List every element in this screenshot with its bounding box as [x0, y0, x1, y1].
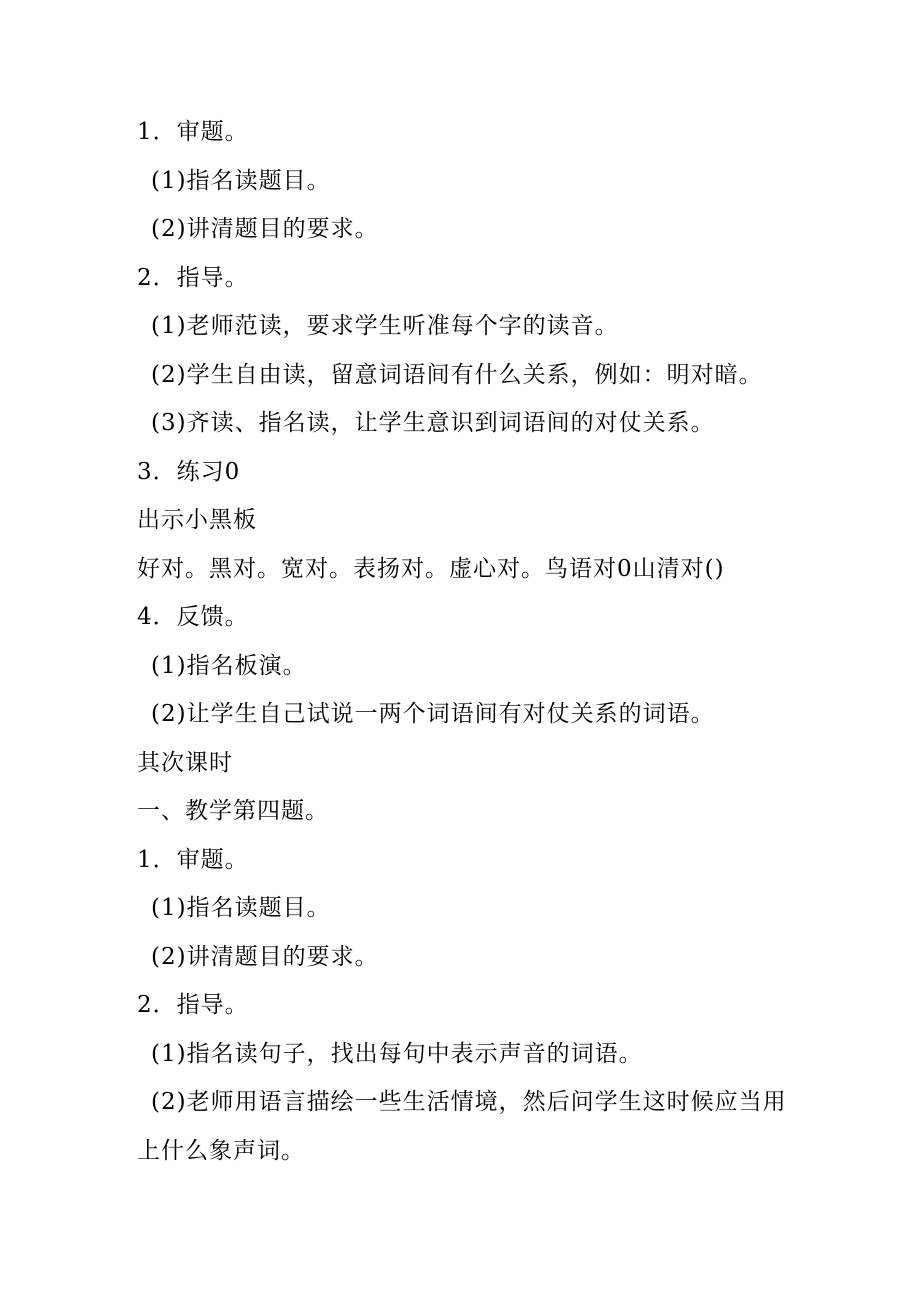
- document-body: [137, 108, 797, 1175]
- exercise-line: 好对。黑对。宽对。表扬对。虚心对。鸟语对0山清对(): [137, 555, 725, 582]
- step-heading: 4．反馈。: [137, 604, 249, 630]
- sub-step: (1)指名读题目。: [151, 895, 331, 921]
- sub-step: (3)齐读、指名读，让学生意识到词语间的对仗关系。: [151, 410, 715, 436]
- step-heading: 1．审题。: [137, 846, 249, 873]
- step-heading: 2．指导。: [137, 264, 249, 291]
- sub-step: (2)学生自由读，留意词语间有什么关系，例如：明对暗。: [151, 361, 763, 388]
- sub-step: (2)讲清题目的要求。: [151, 943, 379, 970]
- sub-step-wrapped: (2)老师用语言描绘一些生活情境，然后问学生这时候应当用上什么象声词。: [137, 1089, 787, 1164]
- sub-step: (1)指名板演。: [151, 652, 307, 679]
- sub-step: (2)让学生自己试说一两个词语间有对仗关系的词语。: [151, 701, 715, 727]
- paragraph: 出示小黑板: [137, 507, 257, 533]
- section-heading: 其次课时: [137, 749, 233, 776]
- step-heading: 3．练习0: [137, 458, 241, 485]
- step-heading: 1．审题。: [137, 119, 249, 145]
- step-heading: 2．指导。: [137, 992, 249, 1018]
- sub-step: (1)老师范读，要求学生听准每个字的读音。: [151, 313, 619, 339]
- sub-step: (1)指名读句子，找出每句中表示声音的词语。: [151, 1040, 643, 1067]
- section-heading: 一、教学第四题。: [137, 798, 329, 824]
- sub-step: (2)讲清题目的要求。: [151, 216, 379, 242]
- sub-step: (1)指名读题目。: [151, 167, 331, 194]
